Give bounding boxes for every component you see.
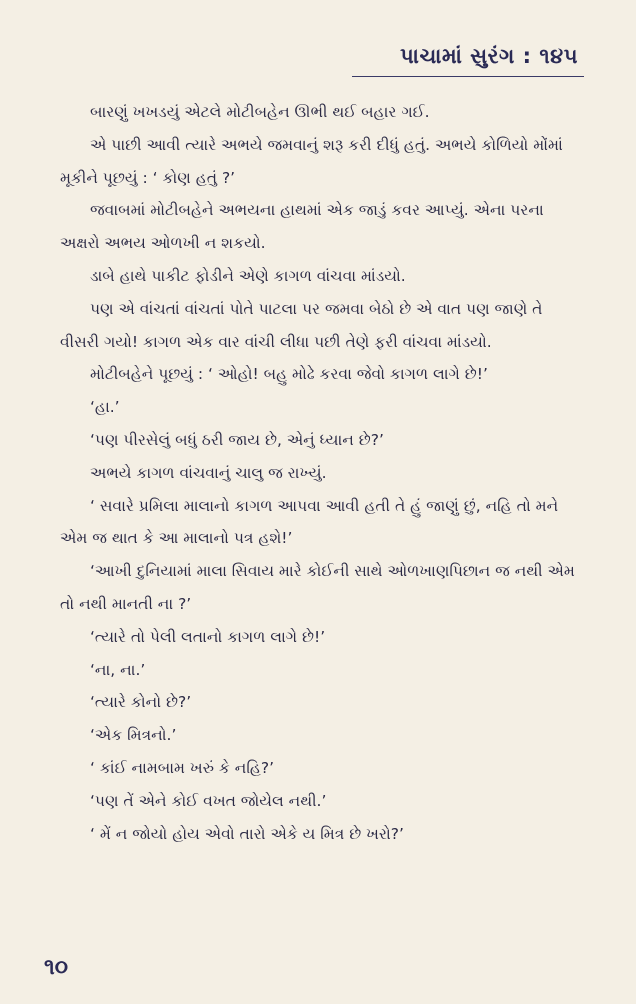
paragraph: ‘ મેં ન જોયો હોય એવો તારો એકે ય મિત્ર છે ખરો?’: [90, 824, 404, 843]
paragraph: ‘પણ પીરસેલું બધું ઠરી જાય છે, એનું ધ્યાન છે?’: [90, 430, 384, 449]
paragraph: ‘ત્યારે કોનો છે?’: [90, 693, 192, 712]
running-header: પાચામાં સુરંગ : ૧૪૫: [400, 44, 578, 68]
paragraph: અભયે કાગળ વાંચવાનું ચાલુ જ રાખ્યું.: [90, 463, 327, 482]
paragraph: ‘ કાંઈ નામબામ ખરું કે નહિ?’: [90, 758, 275, 777]
paragraph: ‘ સવારે પ્રમિલા માલાનો કાગળ આપવા આવી હતી તે હું જાણું છું, નહિ તો મને એમ જ થાત કે આ માલાનો પત્ર હશે!’: [60, 496, 559, 548]
paragraph: ‘હા.’: [90, 398, 120, 417]
body-text: [60, 96, 582, 850]
paragraph: ‘આખી દુનિયામાં માલા સિવાય મારે કોઈની સાથે ઓળખાણપિછાન જ નથી એમ તો નથી માનતી ના ?’: [60, 562, 575, 613]
paragraph: ડાબે હાથે પાકીટ ફોડીને એણે કાગળ વાંચવા માંડયો.: [90, 266, 406, 285]
paragraph: પણ એ વાંચતાં વાંચતાં પોતે પાટલા પર જમવા બેઠો છે એ વાત પણ જાણે તે વીસરી ગયો! કાગળ એક વાર વાંચી લીધા પછી તેણે ફરી વાંચવા માંડયો.: [60, 299, 543, 351]
paragraph: ‘ના, ના.’: [90, 660, 146, 679]
paragraph: ‘ત્યારે તો પેલી લતાનો કાગળ લાગે છે!’: [90, 627, 326, 646]
paragraph: ‘પણ તેં એને કોઈ વખત જોયેલ નથી.’: [90, 791, 327, 810]
page-number: ૧૦: [44, 955, 69, 980]
paragraph: એ પાછી આવી ત્યારે અભયે જમવાનું શરૂ કરી દીધું હતું. અભયે કોળિયો મોંમાં મૂકીને પૂછયું : ‘ કોણ હતું ?’: [60, 135, 563, 187]
paragraph: ‘એક મિત્રનો.’: [90, 726, 177, 745]
paragraph: બારણું ખખડયું એટલે મોટીબહેન ઊભી થઈ બહાર ગઈ.: [90, 103, 430, 121]
header-rule: [352, 76, 584, 77]
paragraph: જવાબમાં મોટીબહેને અભયના હાથમાં એક જાડું કવર આપ્યું. એના પરના અક્ષરો અભય ઓળખી ન શકયો.: [60, 201, 544, 253]
paragraph: મોટીબહેને પૂછયું : ‘ ઓહો! બહુ મોઢે કરવા જેવો કાગળ લાગે છે!’: [90, 365, 488, 384]
